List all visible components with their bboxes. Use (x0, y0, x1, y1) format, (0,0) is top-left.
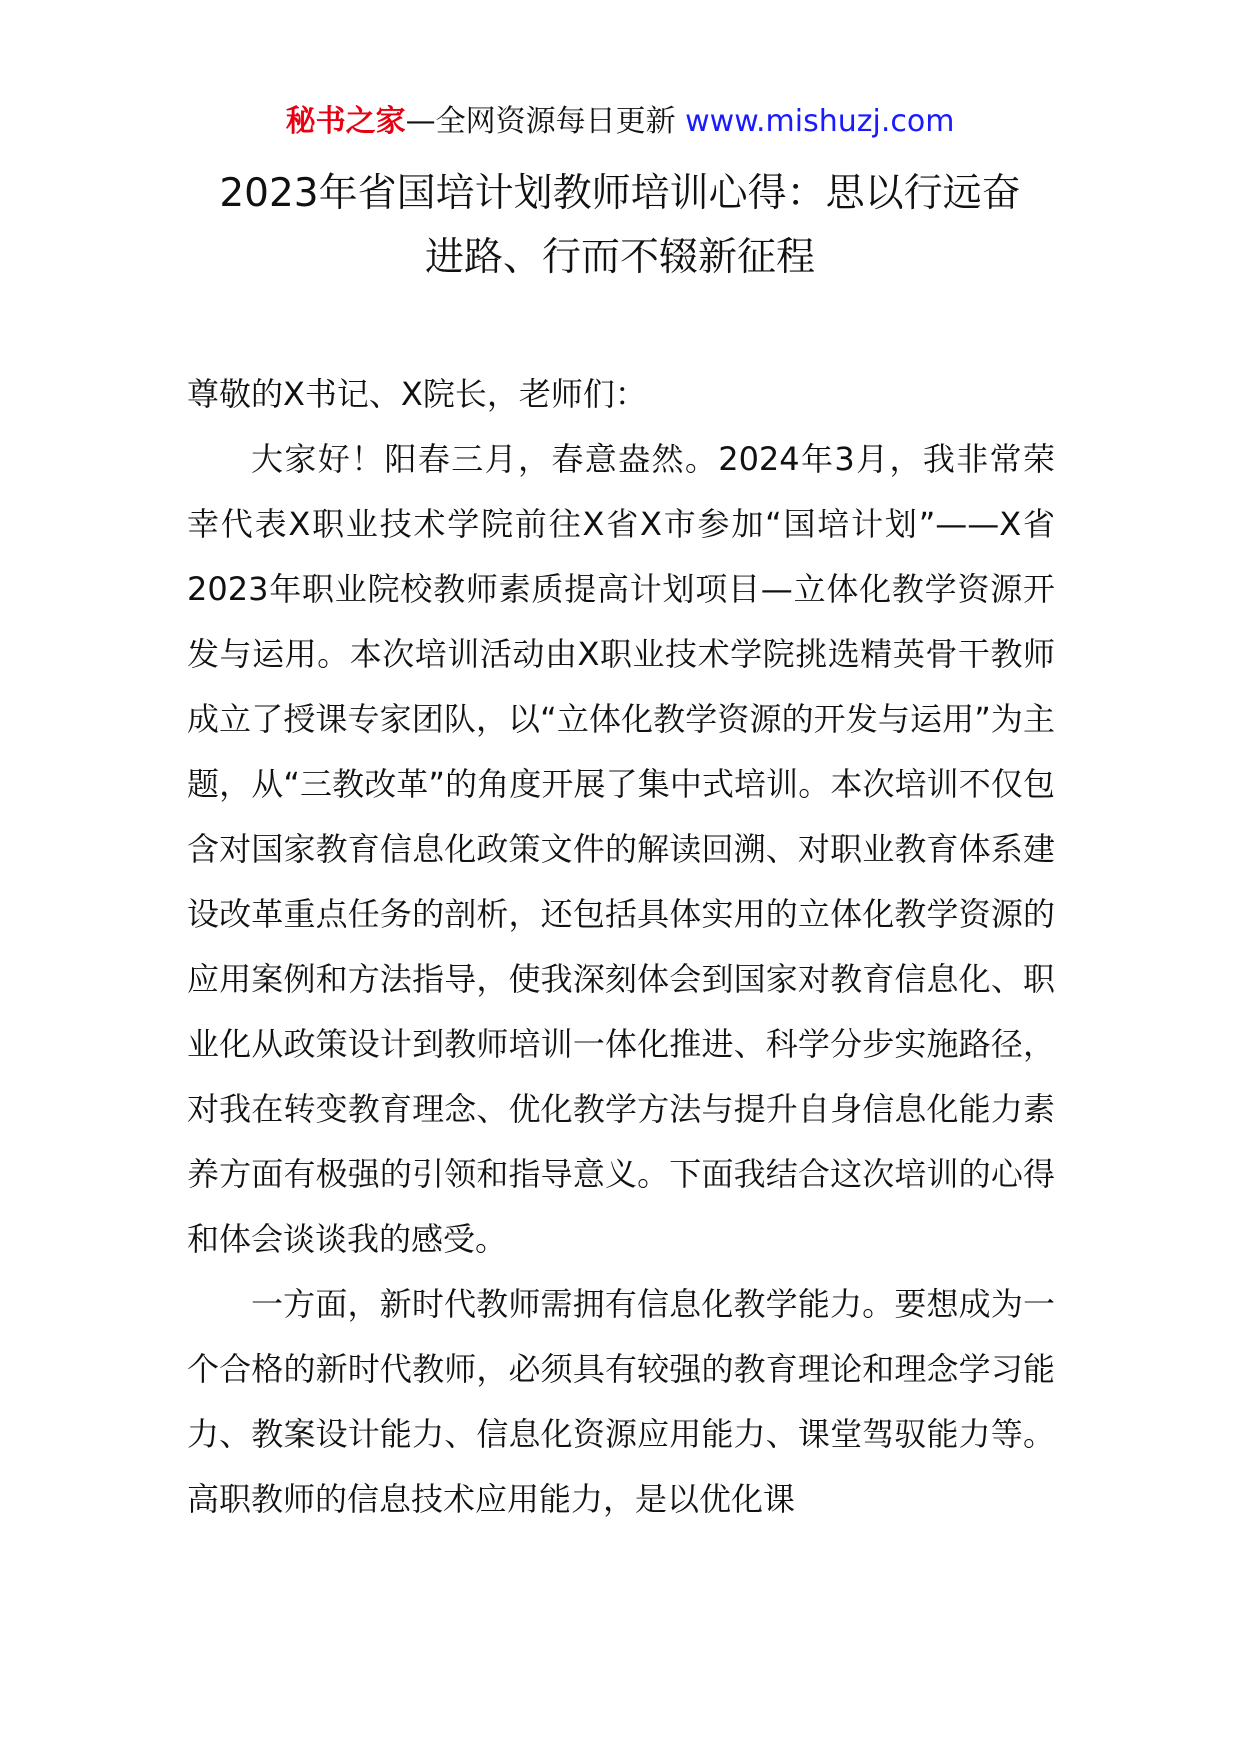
paragraph-first-point: 一方面，新时代教师需拥有信息化教学能力。要想成为一个合格的新时代教师，必须具有较强的教育理论和理念学习能力、教案设计能力、信息化资源应用能力、课堂驾驭能力等。高职教师的信息技术应用能力，是以优化课 (187, 1285, 1055, 1518)
title-line-2: 进路、行而不辍新征程 (424, 235, 815, 280)
document-title (120, 162, 1120, 290)
paragraph-intro: 大家好！阳春三月，春意盎然。2024年3月，我非常荣幸代表X职业技术学院前往X省X市参加“国培计划”——X省2023年职业院校教师素质提高计划项目—立体化教学资源开发与运用。本次培训活动由X职业技术学院挑选精英骨干教师成立了授课专家团队，以“立体化教学资源的开发与运用”为主题，从“三教改革”的角度开展了集中式培训。本次培训不仅包含对国家教育信息化政策文件的解读回溯、对职业教育体系建设改革重点任务的剖析，还包括具体实用的立体化教学资源的应用案例和方法指导，使我深刻体会到国家对教育信息化、职业化从政策设计到教师培训一体化推进、科学分步实施路径，对我在转变教育理念、优化教学方法与提升自身信息化能力素养方面有极强的引领和指导意义。下面我结合这次培训的心得和体会谈谈我的感受。 (187, 440, 1055, 1258)
site-brand: 秘书之家 (285, 104, 406, 139)
document-body (187, 362, 1055, 1532)
title-line-1: 2023年省国培计划教师培训心得：思以行远奋 (219, 171, 1021, 216)
salutation: 尊敬的X书记、X院长，老师们： (187, 375, 647, 413)
site-slogan: —全网资源每日更新 (405, 104, 676, 139)
site-url-link[interactable]: www.mishuzj.com (685, 104, 955, 139)
site-header (0, 100, 1240, 144)
